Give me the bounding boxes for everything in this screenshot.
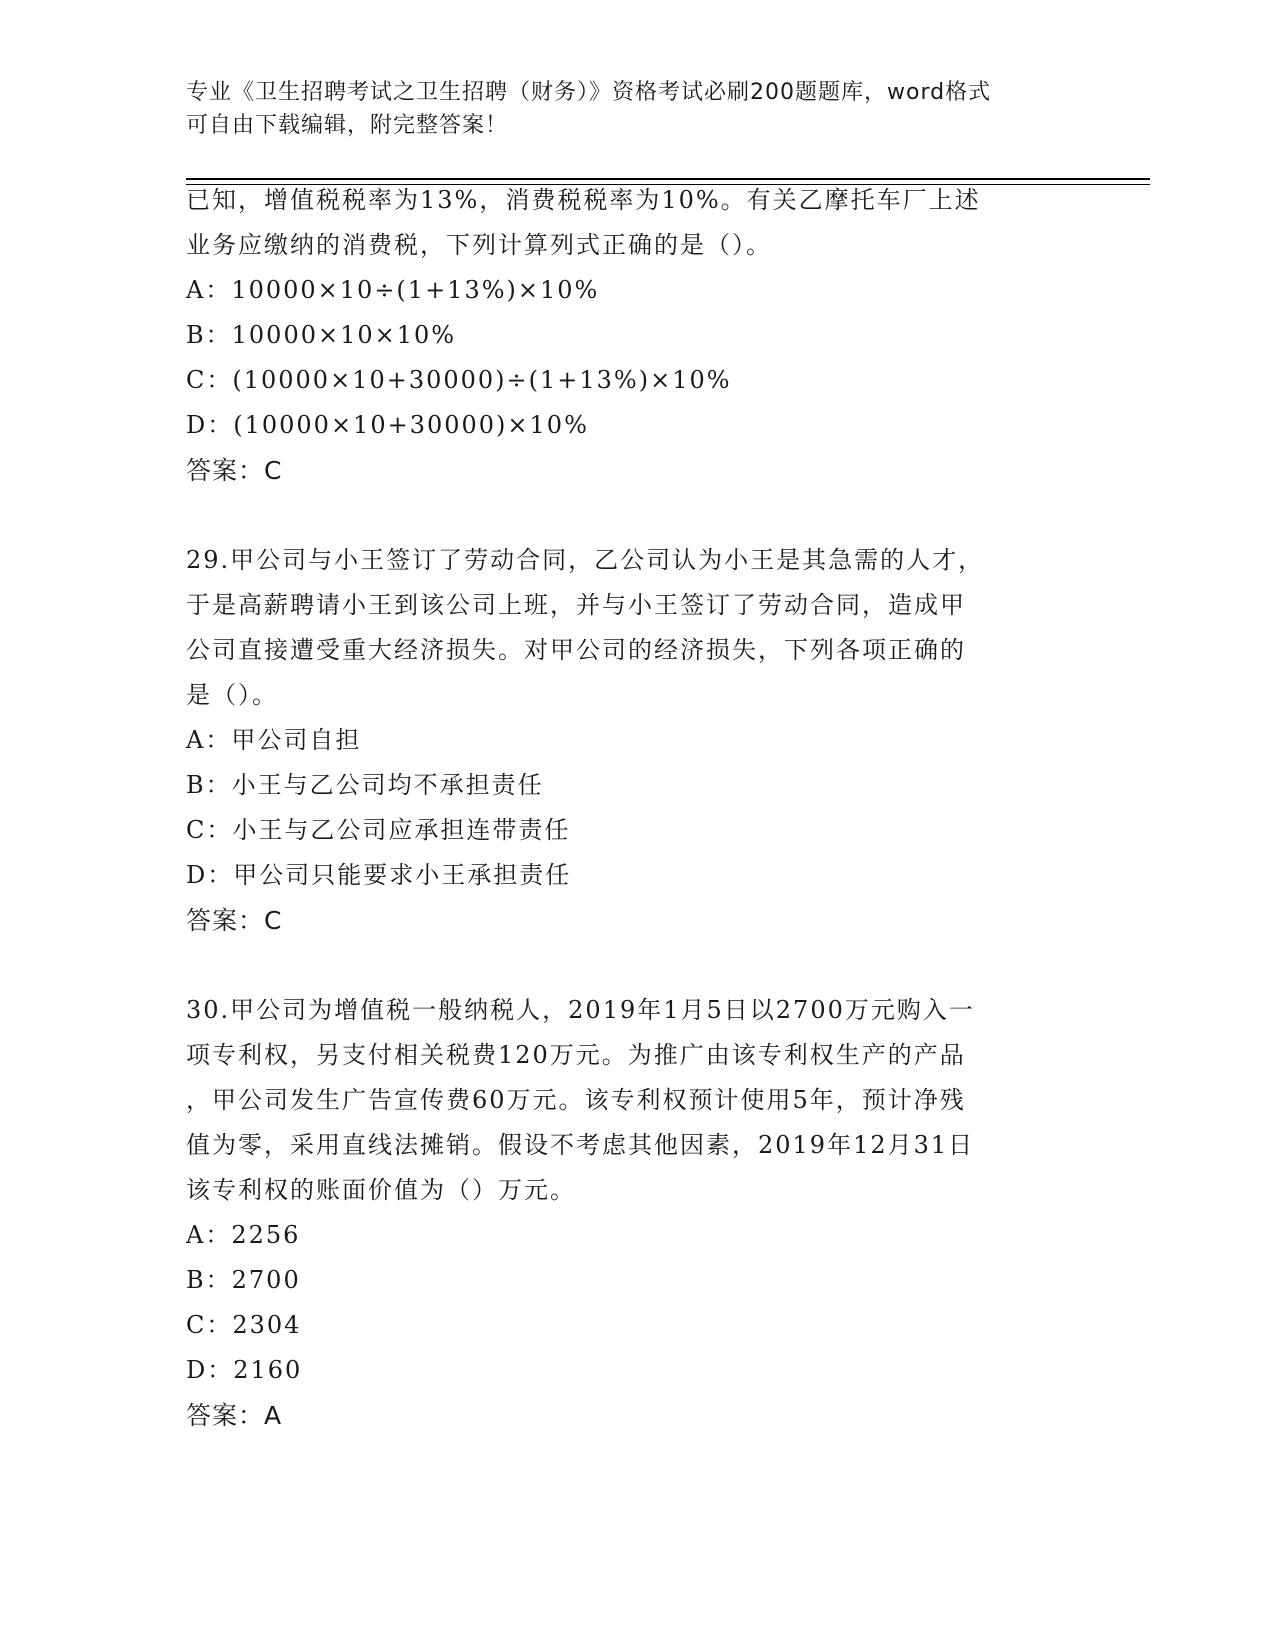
question-list [186,178,1086,1438]
option-c: C：小王与乙公司应承担连带责任 [186,816,571,844]
question-stem-line: 该专利权的账面价值为（）万元。 [186,1176,576,1204]
question-stem-line: 公司直接遭受重大经济损失。对甲公司的经济损失，下列各项正确的 [186,636,966,664]
question-stem-line: 于是高薪聘请小王到该公司上班，并与小王签订了劳动合同，造成甲 [186,591,966,619]
option-a: A：甲公司自担 [186,726,362,754]
question-stem-line: 是（）。 [186,681,278,709]
question-spacer [186,493,1086,538]
question-30 [186,988,1086,1438]
question-28 [186,178,1086,493]
question-stem-line: 项专利权，另支付相关税费120万元。为推广由该专利权生产的产品 [186,1041,966,1069]
answer-line: 答案：C [186,906,283,935]
answer-line: 答案：C [186,456,283,485]
question-29 [186,538,1086,943]
option-b: B：小王与乙公司均不承担责任 [186,771,544,799]
option-c: C：(10000×10+30000)÷(1+13%)×10% [186,366,732,394]
question-stem-line: 值为零，采用直线法摊销。假设不考虑其他因素，2019年12月31日 [186,1131,975,1159]
option-b: B：2700 [186,1266,301,1294]
option-d: D：(10000×10+30000)×10% [186,411,589,439]
document-header [186,76,1066,142]
option-c: C：2304 [186,1311,302,1339]
question-stem-line: 30.甲公司为增值税一般纳税人，2019年1月5日以2700万元购入一 [186,996,975,1024]
header-title-line-1: 专业《卫生招聘考试之卫生招聘（财务）》资格考试必刷200题题库，word格式 [186,80,992,105]
header-title-line-2: 可自由下载编辑，附完整答案！ [186,113,509,138]
option-a: A：2256 [186,1221,301,1249]
option-a: A：10000×10÷(1+13%)×10% [186,276,600,304]
option-d: D：2160 [186,1356,303,1384]
question-stem-line: 业务应缴纳的消费税，下列计算列式正确的是（）。 [186,231,772,259]
question-stem-line: ，甲公司发生广告宣传费60万元。该专利权预计使用5年，预计净残 [186,1086,966,1114]
answer-line: 答案：A [186,1401,283,1430]
option-d: D：甲公司只能要求小王承担责任 [186,861,572,889]
question-stem-line: 已知，增值税税率为13%，消费税税率为10%。有关乙摩托车厂上述 [186,186,981,214]
question-stem-line: 29.甲公司与小王签订了劳动合同，乙公司认为小王是其急需的人才， [186,546,985,574]
question-spacer [186,943,1086,988]
option-b: B：10000×10×10% [186,321,457,349]
